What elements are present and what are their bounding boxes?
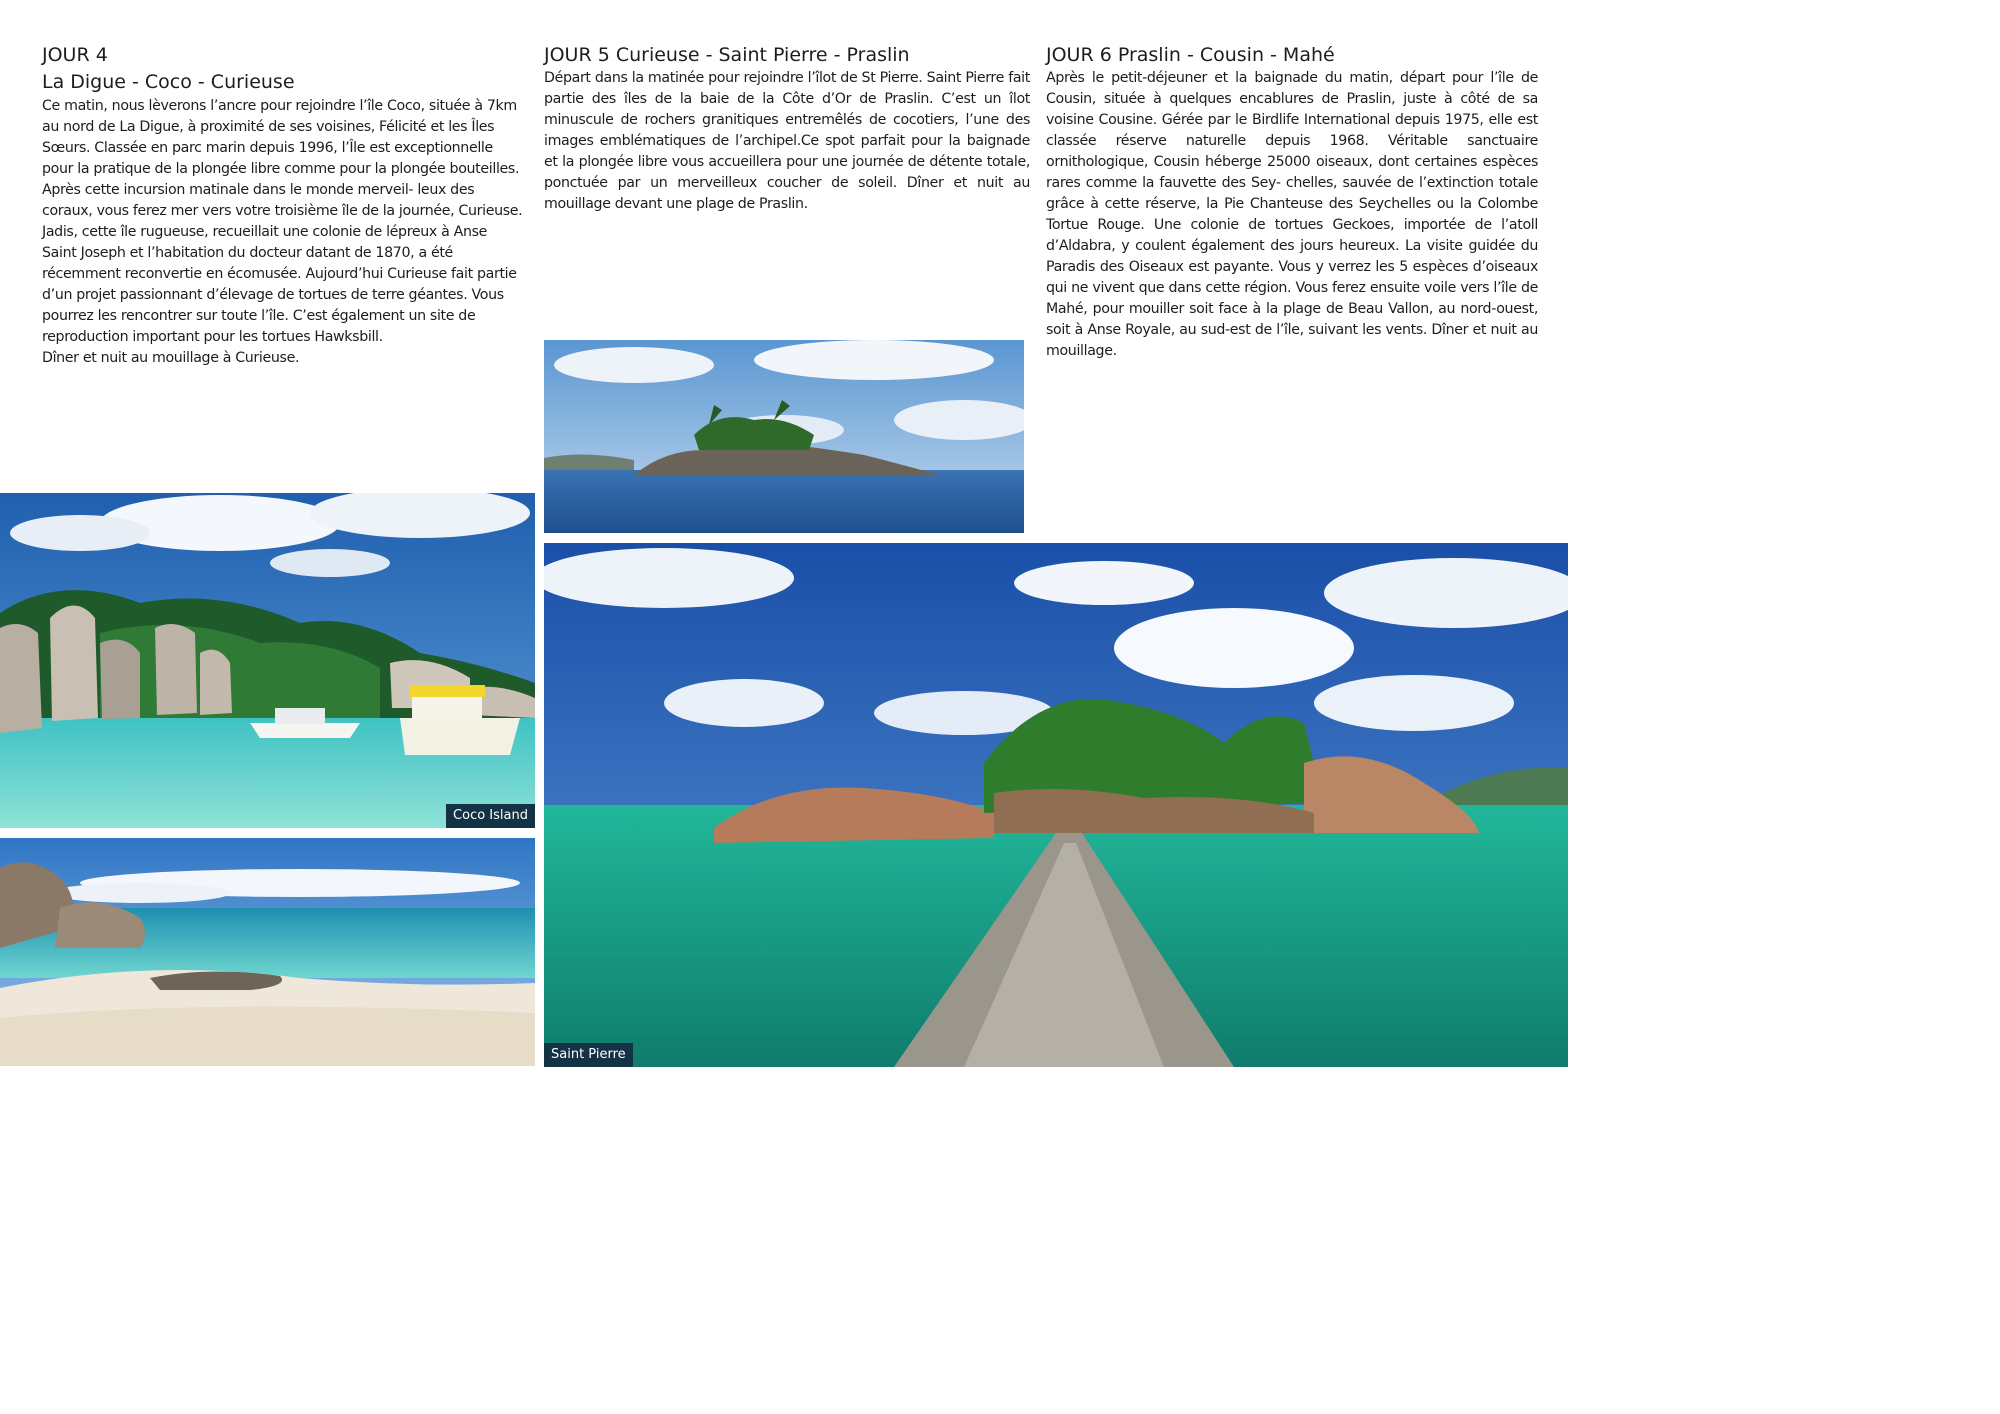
day4-title: JOUR 4 xyxy=(42,44,108,66)
day5-title: JOUR 5 Curieuse - Saint Pierre - Praslin xyxy=(544,44,910,66)
day4-section xyxy=(42,42,524,369)
coco-island-caption: Coco Island xyxy=(446,804,535,828)
day6-section xyxy=(1046,42,1538,362)
beach-photo xyxy=(0,838,535,1066)
day5-paragraph: Départ dans la matinée pour rejoindre l’îlot de St Pierre. Saint Pierre fait partie des îles de la baie de la Côte d’Or de Praslin. C’est un îlot minuscule de rochers granitiques entremêlés de cocotiers, l’une des images emblématiques de l’archipel.Ce spot parfait pour la baignade et la plongée libre vous accueillera pour une journée de détente totale, ponctuée par un merveilleux coucher de soleil. Dîner et nuit au mouillage devant une plage de Praslin. xyxy=(544,70,1030,212)
saint-pierre-photo xyxy=(544,543,1568,1067)
day4-paragraph-3: Dîner et nuit au mouillage à Curieuse. xyxy=(42,350,300,366)
coco-island-photo xyxy=(0,493,535,828)
day6-paragraph: Après le petit-déjeuner et la baignade du matin, départ pour l’île de Cousin, située à quelques encablures de Praslin, juste à côté de sa voisine Cousine. Gérée par le Birdlife International depuis 1975, elle est classée réserve naturelle depuis 1968. Véritable sanctuaire ornithologique, Cousin héberge 25000 oiseaux, dont certaines espèces rares comme la fauvette des Sey- chelles, sauvée de l’extinction totale grâce à cette réserve, la Pie Chanteuse des Seychelles ou la Colombe Tortue Rouge. Une colonie de tortues Geckoes, importée de l’atoll d’Aldabra, y coulent également des jours heureux. La visite guidée du Paradis des Oiseaux est payante. Vous y verrez les 5 espèces d’oiseaux qui ne vivent que dans cette région. Vous ferez ensuite voile vers l’île de Mahé, pour mouiller soit face à la plage de Beau Vallon, au nord-ouest, soit à Anse Royale, au sud-est de l’île, suivant les vents. Dîner et nuit au mouillage. xyxy=(1046,70,1538,359)
day5-section xyxy=(544,42,1030,215)
st-pierre-islet-photo xyxy=(544,340,1024,533)
day4-paragraph-1: Ce matin, nous lèverons l’ancre pour rejoindre l’île Coco, située à 7km au nord de La Digue, à proximité de ses voisines, Félicité et les Îles Sœurs. Classée en parc marin depuis 1996, l’Île est exceptionnelle pour la pratique de la plongée libre comme pour la plongée bouteilles. xyxy=(42,98,520,177)
saint-pierre-caption: Saint Pierre xyxy=(544,1043,633,1067)
day6-title: JOUR 6 Praslin - Cousin - Mahé xyxy=(1046,44,1335,66)
day4-subtitle: La Digue - Coco - Curieuse xyxy=(42,71,295,93)
day4-paragraph-2: Après cette incursion matinale dans le monde merveil- leux des coraux, vous ferez mer vers votre troisième île de la journée, Curieuse. Jadis, cette île rugueuse, recueillait une colonie de lépreux à Anse Saint Joseph et l’habitation du docteur datant de 1870, a été récemment reconvertie en écomusée. Aujourd’hui Curieuse fait partie d’un projet passionnant d’élevage de tortues de terre géantes. Vous pourrez les rencontrer sur toute l’île. C’est également un site de reproduction important pour les tortues Hawksbill. xyxy=(42,182,523,345)
